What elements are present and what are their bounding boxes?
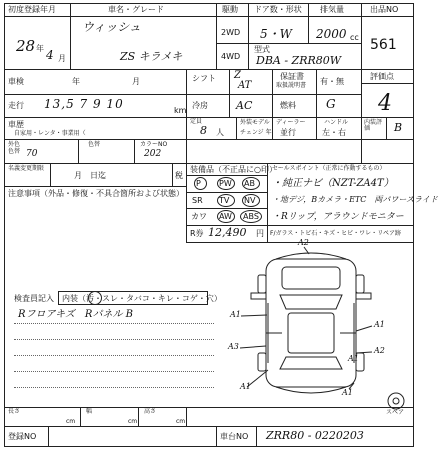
dealer-label: ディーラー xyxy=(276,119,306,126)
damage-code: A1 xyxy=(348,354,359,363)
score-label: 評価点 xyxy=(370,72,394,81)
capacity-unit: 人 xyxy=(216,128,224,137)
mileage-label: 走行 xyxy=(8,101,24,110)
color-no-value: 202 xyxy=(144,149,162,159)
month-unit: 月 xyxy=(58,54,66,63)
doors-value: 5・W xyxy=(260,27,292,41)
first-reg-year: 28 xyxy=(16,37,36,55)
equipment-pw: PW xyxy=(219,179,232,188)
damage-code: A2 xyxy=(374,346,385,355)
width-unit: cm xyxy=(128,418,138,425)
glass-label: F/ガラス・トビ石・キズ・ヒビ・ワレ・リペア跡 xyxy=(270,230,402,237)
width-label: 幅 xyxy=(86,408,93,415)
type-label: 型式 xyxy=(254,45,270,54)
lot-label: 出品NO xyxy=(370,5,399,14)
year-unit: 年 xyxy=(36,44,44,53)
height-label: 高さ xyxy=(144,408,157,415)
cc-unit: cc xyxy=(350,33,359,42)
capacity-label: 定員 xyxy=(190,118,203,125)
history-options: 自家用・レンタ・事業用（ xyxy=(14,130,86,137)
equipment-aw: AW xyxy=(219,212,232,221)
warranty-label: 保証書 xyxy=(280,72,304,81)
reg-no-label: 登録NO xyxy=(8,432,37,441)
recycle-label: R券 xyxy=(190,229,204,238)
spare-label: スペア xyxy=(386,409,405,416)
sales-point-1: ・純正ナビ（NZT-ZA4T） xyxy=(272,178,394,189)
doors-label: ドア数・形状 xyxy=(254,5,302,14)
ext-color-value: 70 xyxy=(26,149,38,159)
equipment-nv: NV xyxy=(244,196,256,205)
shift-label: シフト xyxy=(192,74,216,83)
handle-label: ハンドル xyxy=(324,119,349,126)
ext-color-label: 外色 xyxy=(8,141,21,148)
title-change-date: 月 日迄 xyxy=(74,171,106,180)
height-unit: cm xyxy=(176,418,186,425)
recycle-value: 12,490 xyxy=(208,226,247,239)
chassis-no-label: 車台NO xyxy=(220,432,249,441)
drive-4wd: 4WD xyxy=(221,52,241,61)
equipment-tv: TV xyxy=(219,196,230,205)
history-label: 車歴 xyxy=(8,120,24,129)
damage-code: A1 xyxy=(230,310,241,319)
car-diagram xyxy=(4,3,414,447)
shaken-year-unit: 年 xyxy=(72,77,80,86)
shaken-label: 車検 xyxy=(8,77,24,86)
warranty-options: 有・無 xyxy=(320,77,344,86)
model-name: ウィッシュ xyxy=(82,20,142,34)
equipment-sr: SR xyxy=(192,196,203,205)
first-reg-label: 初度登録年月 xyxy=(8,5,56,14)
damage-code: A1 xyxy=(374,320,385,329)
shaken-month-unit: 月 xyxy=(132,77,140,86)
sales-point-3: ・Rリップ，アラウンドモニター xyxy=(272,212,404,222)
inspector-label: 検査員記入 xyxy=(14,294,54,303)
km-unit: km xyxy=(174,106,187,115)
interior-label: 内装評価 xyxy=(364,119,383,133)
color-label: 色替 xyxy=(88,141,101,148)
model-grade-label: 車名・グレード xyxy=(108,5,164,14)
shift-post: AT xyxy=(238,80,252,91)
sales-point-2: ・地デジ，Bカメラ・ETC 両パワースライド xyxy=(272,195,438,204)
chassis-no-value: ZRR80 - 0220203 xyxy=(266,429,364,442)
manual-label: 取扱説明書 xyxy=(276,82,307,89)
color-change-label: 色替 xyxy=(8,148,21,155)
equipment-ab: AB xyxy=(244,179,255,188)
tax-label: 税 xyxy=(175,171,183,180)
ext-model-label: 外装モデル xyxy=(240,119,270,126)
color-no-label: カラーNO xyxy=(140,141,168,148)
mileage-value: 13,5 7 9 10 xyxy=(44,97,124,111)
auction-condition-sheet xyxy=(4,3,438,447)
equipment-p: P xyxy=(196,179,201,188)
inspector-notes: Rフロアキズ Rパネル B xyxy=(18,309,133,320)
handle-value: 左・右 xyxy=(322,128,346,137)
lot-number: 561 xyxy=(370,37,397,53)
dealer-value: 並行 xyxy=(280,128,296,137)
notes-label: 注意事項（外品・修復・不具合箇所および状態） xyxy=(8,189,184,198)
inspector-options: 内装（汚・スレ・タバコ・キレ・コゲ・穴） xyxy=(62,294,222,303)
damage-code: A1 xyxy=(240,382,251,391)
grade-name: ZS キラメキ xyxy=(120,50,183,63)
capacity-value: 8 xyxy=(200,124,207,137)
fuel-label: 燃料 xyxy=(280,101,296,110)
recycle-unit: 円 xyxy=(256,229,264,238)
shift-pre: Z xyxy=(234,70,241,81)
damage-code: A2 xyxy=(298,238,309,247)
equipment-leather: カワ xyxy=(191,212,207,221)
displacement-value: 2000 xyxy=(316,27,347,41)
type-code: DBA - ZRR80W xyxy=(256,54,342,67)
equipment-title: 装備品（不正品に○印） xyxy=(190,165,277,174)
title-change-label: 名義変更期限 xyxy=(8,165,45,172)
ext-model-sub: チェンジ 年 xyxy=(240,129,272,136)
interior-value: B xyxy=(394,121,403,134)
equipment-abs: ABS xyxy=(243,212,259,221)
score-value: 4 xyxy=(378,91,392,116)
drive-label: 駆動 xyxy=(222,5,238,14)
fuel-value: G xyxy=(326,97,336,111)
damage-code: A3 xyxy=(228,342,239,351)
aircon-value: AC xyxy=(236,99,253,112)
length-label: 長さ xyxy=(8,408,21,415)
displacement-label: 排気量 xyxy=(320,5,344,14)
first-reg-month: 4 xyxy=(46,48,54,62)
aircon-label: 冷房 xyxy=(192,101,208,110)
damage-code: A1 xyxy=(342,388,353,397)
drive-2wd: 2WD xyxy=(221,28,241,37)
length-unit: cm xyxy=(66,418,76,425)
sales-point-title: セールスポイント（正常に作動するもの） xyxy=(272,165,386,172)
